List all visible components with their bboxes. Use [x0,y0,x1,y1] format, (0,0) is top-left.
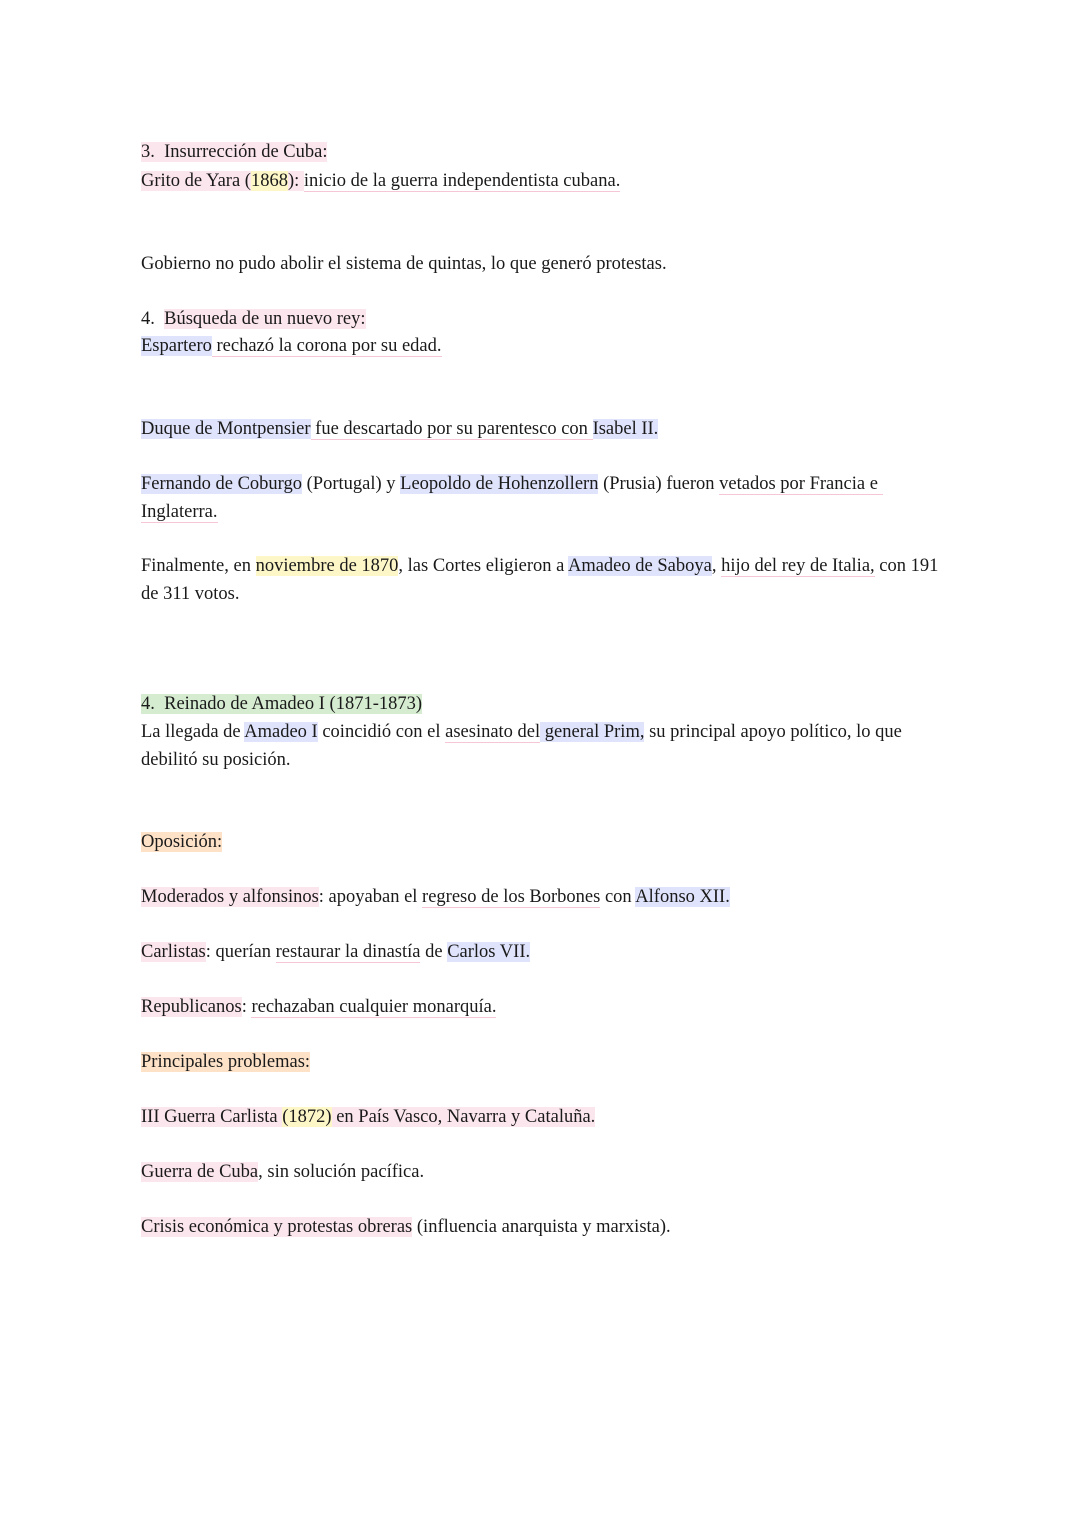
highlighted-text: Carlos VII. [447,942,531,962]
text-run: 4. [141,309,165,329]
highlighted-text: inicio de la guerra independentista cubana. [303,171,621,191]
highlighted-text: en País Vasco, Navarra y Cataluña. [331,1107,596,1127]
text-run: Finalmente, en [141,556,256,576]
highlighted-text: Isabel II. [592,419,659,439]
paragraph [141,1104,941,1132]
paragraph [141,1159,941,1187]
paragraph [141,1214,941,1242]
highlighted-text: asesinato del [445,722,541,742]
paragraph [141,939,941,967]
text-run: coincidió con el [317,722,446,742]
text-run: La llegada de [141,722,245,742]
paragraph [141,416,941,444]
highlighted-text: vetados por Francia e Inglaterra. [141,474,883,522]
highlighted-text: Leopoldo de Hohenzollern [400,474,599,494]
highlighted-text: general Prim, [540,722,645,742]
paragraph [141,884,941,912]
highlighted-text: Crisis económica y protestas obreras [141,1217,413,1237]
highlighted-text: fue descartado por su parentesco con [310,419,593,439]
highlighted-text: 1868 [250,171,288,191]
text-run: , [711,556,722,576]
text-run: con 191 de 311 votos. [141,556,943,604]
highlighted-text: Moderados y alfonsinos [141,887,319,907]
paragraph [141,168,941,196]
paragraph [141,251,941,279]
text-run: , las Cortes eligieron a [398,556,568,576]
highlighted-text: Amadeo I [244,722,318,742]
highlighted-text: rechazó la corona por su edad. [211,336,442,356]
highlighted-text: Fernando de Coburgo [141,474,302,494]
text-run: , sin solución pacífica. [258,1162,425,1182]
text-run: (Portugal) y [302,474,401,494]
highlighted-text: noviembre de 1870 [255,556,399,576]
highlighted-text: Amadeo de Saboya [567,556,712,576]
highlighted-text: (1872) [282,1107,332,1127]
paragraph [141,691,941,719]
text-run: : apoyaban el [318,887,423,907]
paragraph [141,139,941,167]
highlighted-text: Grito de Yara ( [141,171,251,191]
text-run: : querían [205,942,276,962]
highlighted-text: regreso de los Borbones [422,887,601,907]
paragraph [141,994,941,1022]
paragraph [141,719,941,774]
highlighted-text: ): [287,171,304,191]
text-run: su principal apoyo político, lo que debilitó su posición. [141,722,907,770]
text-run: de [420,942,448,962]
paragraph [141,829,941,857]
highlighted-text: rechazaban cualquier monarquía. [251,997,497,1017]
text-run: con [600,887,636,907]
highlighted-text: Duque de Montpensier [141,419,311,439]
highlighted-text: Carlistas [141,942,206,962]
text-run: Gobierno no pudo abolir el sistema de quintas, lo que generó protestas. [141,254,667,274]
highlighted-text: Espartero [141,336,212,356]
highlighted-text: hijo del rey de Italia, [721,556,875,576]
highlighted-text: 3. [141,142,165,162]
highlighted-text: Búsqueda de un nuevo rey: [164,309,366,329]
paragraph [141,333,941,361]
text-run: (influencia anarquista y marxista). [412,1217,671,1237]
highlighted-text: Reinado de Amadeo I (1871-1873) [164,694,423,714]
highlighted-text: Guerra de Cuba [141,1162,259,1182]
highlighted-text: restaurar la dinastía [275,942,421,962]
highlighted-text: Oposición: [141,832,223,852]
highlighted-text: 4. [141,694,165,714]
paragraph [141,471,941,526]
highlighted-text: Insurrección de Cuba: [164,142,328,162]
highlighted-text: Principales problemas: [141,1052,311,1072]
highlighted-text: III Guerra Carlista [141,1107,283,1127]
highlighted-text: Alfonso XII. [635,887,730,907]
text-run: (Prusia) fueron [598,474,720,494]
text-run: : [241,997,252,1017]
paragraph [141,1049,941,1077]
paragraph [141,553,941,608]
highlighted-text: Republicanos [141,997,242,1017]
paragraph [141,306,941,334]
